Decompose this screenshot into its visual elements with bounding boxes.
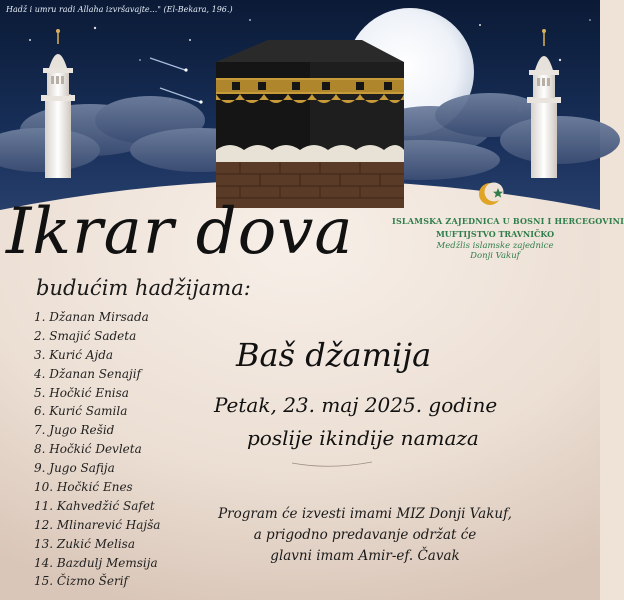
list-item: 3. Kurić Ajda — [34, 347, 114, 362]
event-date: Petak, 23. maj 2025. godine — [214, 393, 498, 417]
list-item: 11. Kahvedžić Safet — [34, 498, 155, 513]
org-name: ISLAMSKA ZAJEDNICA U BOSNI I HERCEGOVINI — [392, 216, 624, 226]
page-title: Ikrar dova — [6, 195, 354, 269]
list-item: 6. Kurić Samila — [34, 404, 128, 419]
list-item: 8. Hočkić Devleta — [34, 442, 142, 457]
list-item: 4. Džanan Senajif — [34, 366, 141, 381]
subtitle: budućim hadžijama: — [36, 276, 251, 300]
list-item: 7. Jugo Rešid — [34, 423, 115, 438]
list-item: 12. Mlinarević Hajša — [34, 517, 161, 532]
org-town: Donji Vakuf — [470, 251, 520, 261]
list-item: 9. Jugo Safija — [34, 461, 115, 476]
program-line: Program će izvesti imami MIZ Donji Vakuf, — [218, 506, 512, 522]
list-item: 1. Džanan Mirsada — [34, 310, 149, 324]
program-line: a prigodno predavanje održat će — [253, 527, 477, 543]
kaaba-illustration — [216, 40, 404, 208]
islamic-community-logo — [476, 178, 508, 210]
org-muftiship: MUFTIJSTVO TRAVNIČKO — [435, 229, 555, 239]
event-time: poslije ikindije namaza — [247, 426, 479, 450]
list-item: 10. Hočkić Enes — [34, 480, 133, 495]
list-item: 15. Čizmo Šerif — [34, 574, 128, 589]
program-line: glavni imam Amir-ef. Čavak — [270, 548, 460, 564]
pilgrim-list — [34, 308, 160, 591]
organization-block — [392, 216, 624, 261]
program-note — [200, 504, 530, 567]
list-item: 13. Zukić Melisa — [34, 536, 135, 551]
quran-quote: Hadž i umru radi Allaha izvršavajte..." (El-Bekara, 196.) — [6, 5, 233, 14]
event-venue: Baš džamija — [236, 336, 432, 374]
list-item: 14. Bazdulj Memsija — [34, 555, 158, 570]
list-item: 2. Smajić Sadeta — [34, 328, 137, 343]
list-item: 5. Hočkić Enisa — [34, 385, 129, 400]
org-council: Medžlis islamske zajednice — [436, 241, 554, 251]
